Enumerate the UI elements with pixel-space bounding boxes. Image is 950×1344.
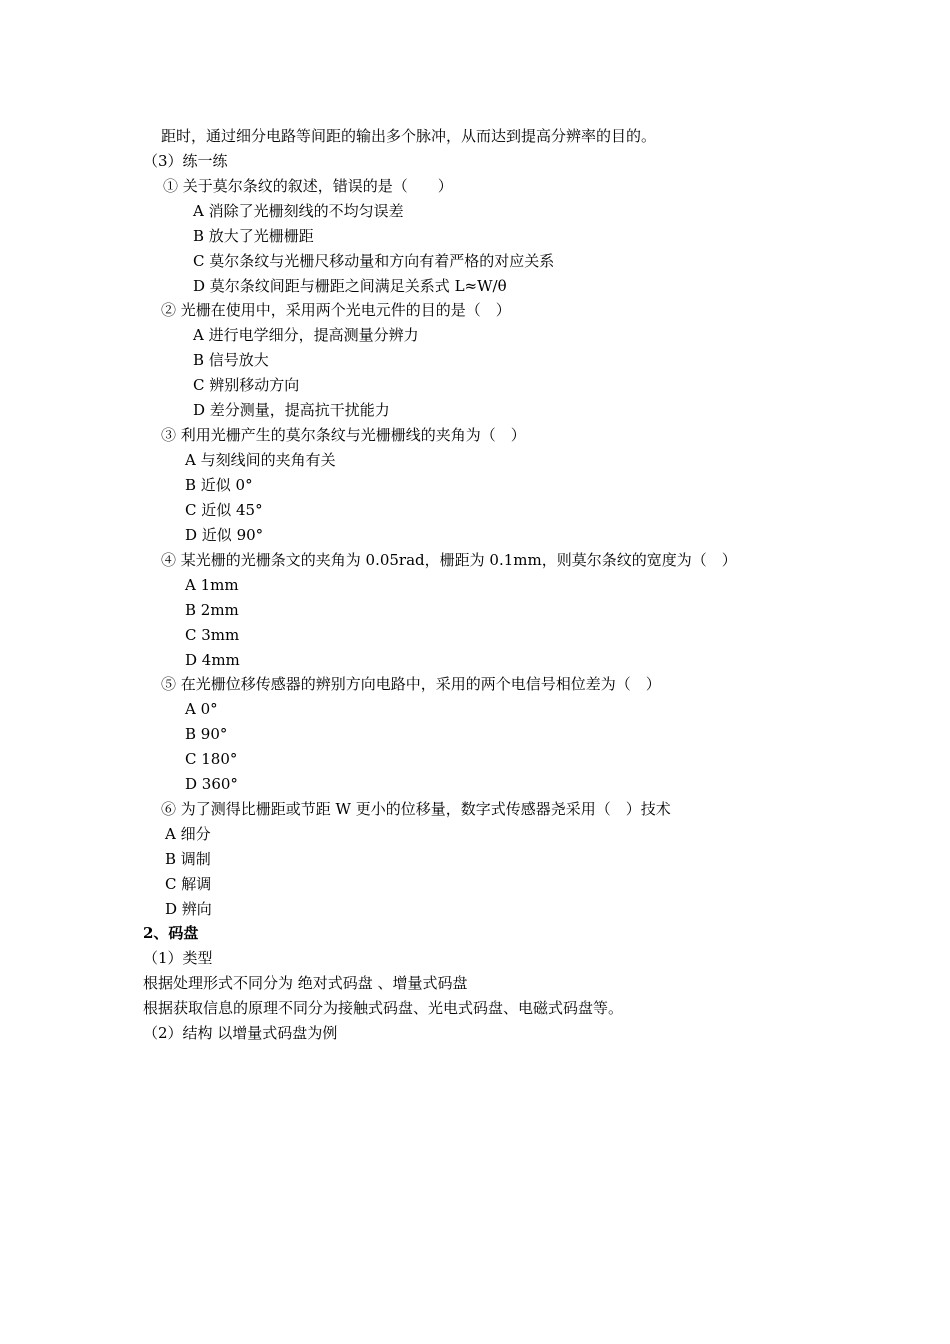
option-d: D 莫尔条纹间距与栅距之间满足关系式 L≈W/θ <box>193 277 507 295</box>
question-2: ② 光栅在使用中，采用两个光电元件的目的是（ ） <box>161 301 511 319</box>
option-b: B 90° <box>185 725 228 743</box>
option-c: C 辨别移动方向 <box>193 376 300 394</box>
text-line: 距时，通过细分电路等间距的输出多个脉冲，从而达到提高分辨率的目的。 <box>161 127 657 145</box>
option-b: B 放大了光栅栅距 <box>193 227 314 245</box>
question-5: ⑤ 在光栅位移传感器的辨别方向电路中，采用的两个电信号相位差为（ ） <box>161 675 661 693</box>
option-b: B 2mm <box>185 601 239 619</box>
option-a: A 与刻线间的夹角有关 <box>185 451 336 469</box>
option-a: A 进行电学细分，提高测量分辨力 <box>193 326 419 344</box>
option-b: B 调制 <box>165 850 211 868</box>
option-b: B 近似 0° <box>185 476 253 494</box>
section-heading-bold: 2、码盘 <box>143 924 199 942</box>
option-c: C 180° <box>185 750 238 768</box>
question-1: ① 关于莫尔条纹的叙述，错误的是（ ） <box>163 177 453 195</box>
question-3: ③ 利用光栅产生的莫尔条纹与光栅栅线的夹角为（ ） <box>161 426 526 444</box>
option-a: A 消除了光栅刻线的不均匀误差 <box>193 202 404 220</box>
option-d: D 360° <box>185 775 238 793</box>
option-a: A 细分 <box>165 825 211 843</box>
text-line: 根据处理形式不同分为 绝对式码盘 、增量式码盘 <box>143 974 468 992</box>
section-heading: （3）练一练 <box>143 152 228 170</box>
subsection-heading: （2）结构 以增量式码盘为例 <box>143 1024 338 1042</box>
option-c: C 近似 45° <box>185 501 263 519</box>
option-c: C 解调 <box>165 875 212 893</box>
option-c: C 3mm <box>185 626 240 644</box>
option-b: B 信号放大 <box>193 351 269 369</box>
subsection-heading: （1）类型 <box>143 949 213 967</box>
option-a: A 1mm <box>185 576 239 594</box>
option-d: D 4mm <box>185 651 240 669</box>
option-c: C 莫尔条纹与光栅尺移动量和方向有着严格的对应关系 <box>193 252 555 270</box>
option-d: D 近似 90° <box>185 526 264 544</box>
option-d: D 差分测量，提高抗干扰能力 <box>193 401 390 419</box>
question-6: ⑥ 为了测得比栅距或节距 W 更小的位移量，数字式传感器尧采用（ ）技术 <box>161 800 671 818</box>
text-line: 根据获取信息的原理不同分为接触式码盘、光电式码盘、电磁式码盘等。 <box>143 999 624 1017</box>
option-d: D 辨向 <box>165 900 212 918</box>
option-a: A 0° <box>185 700 218 718</box>
question-4: ④ 某光栅的光栅条文的夹角为 0.05rad，栅距为 0.1mm，则莫尔条纹的宽度为（ ） <box>161 551 737 569</box>
